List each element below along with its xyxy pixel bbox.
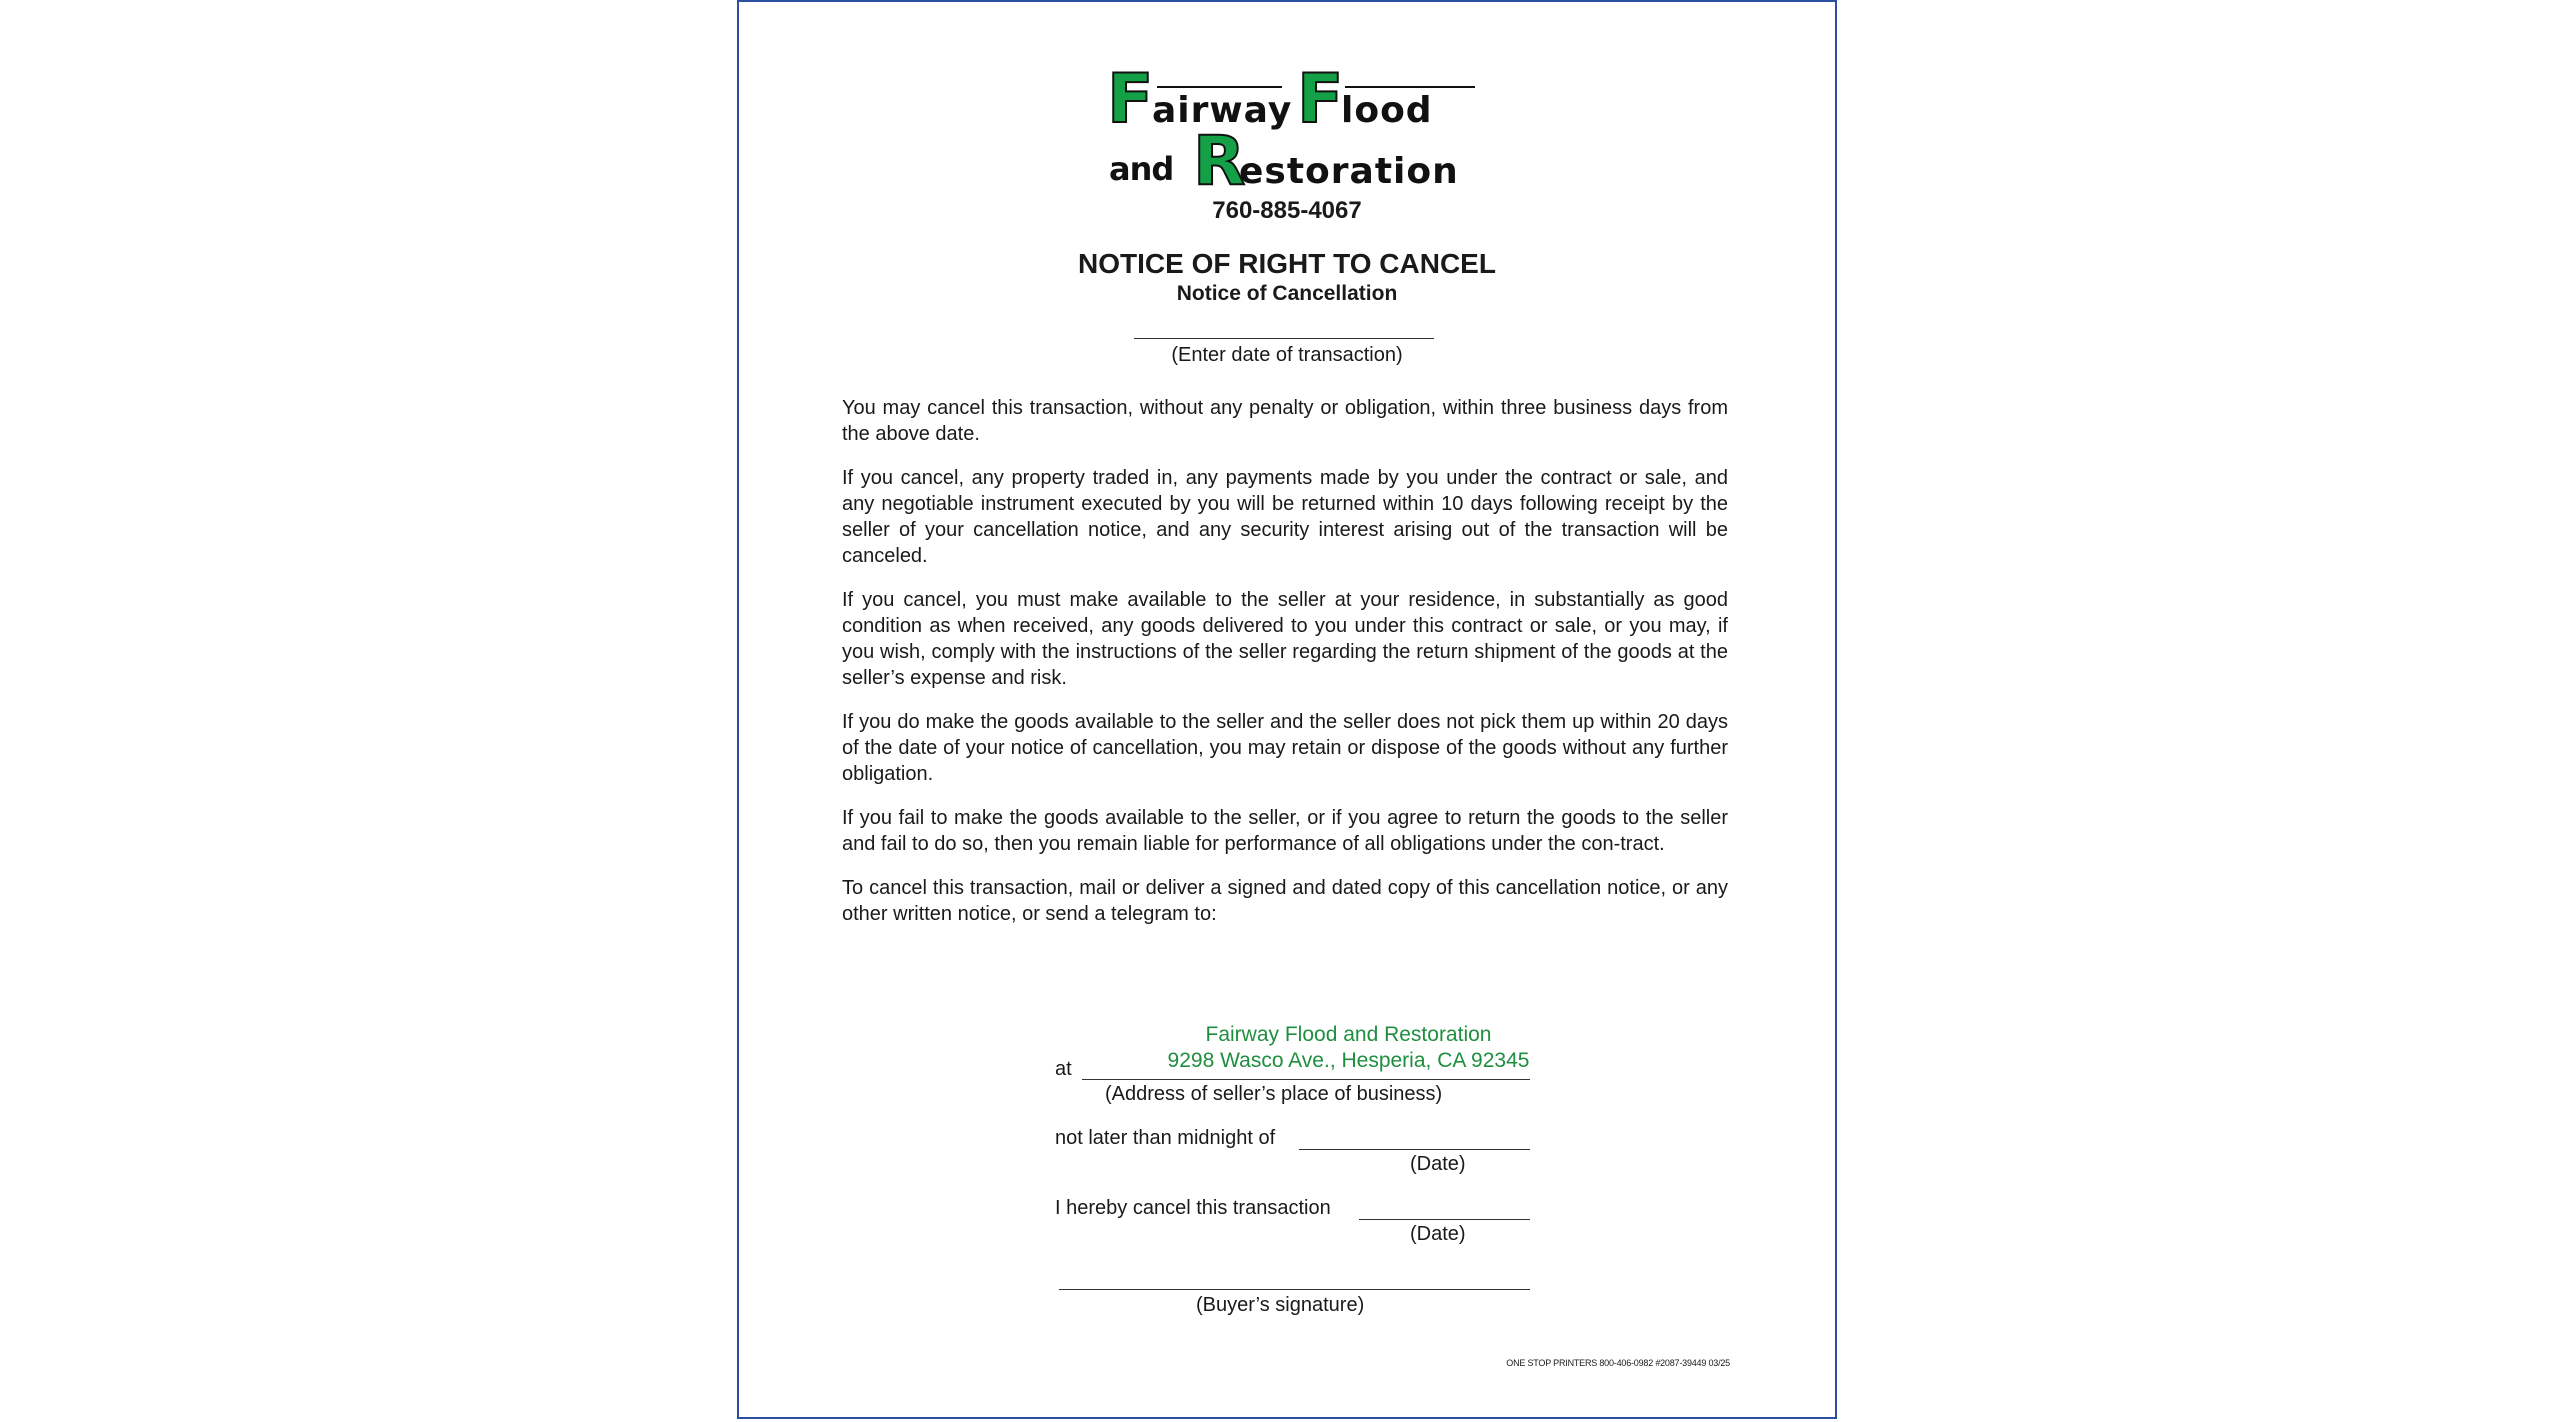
notice-body [842, 395, 1728, 945]
printer-note: ONE STOP PRINTERS 800-406-0982 #2087-39449 03/25 [1506, 1358, 1730, 1368]
cancel-date-line[interactable] [1359, 1219, 1530, 1220]
company-logo [1107, 60, 1477, 201]
paragraph: To cancel this transaction, mail or deliver a signed and dated copy of this cancellation notice, or any other written notice, or send a telegram to: [842, 877, 1728, 925]
cancellation-notice-page [737, 0, 1837, 1419]
logo-word-lood: lood [1341, 90, 1433, 131]
signature-caption: (Buyer’s signature) [1196, 1294, 1365, 1316]
deadline-date-caption: (Date) [1410, 1153, 1466, 1175]
seller-name: Fairway Flood and Restoration [1205, 1023, 1492, 1046]
paragraph: If you do make the goods available to the seller and the seller does not pick them up within 20 days of the date of your notice of cancellation, you may retain or dispose of the goods without any further obligation. [842, 711, 1728, 785]
logo-word-estoration: estoration [1239, 151, 1459, 192]
logo-word-and: and [1109, 150, 1174, 188]
seller-address-line [1082, 1079, 1530, 1080]
paragraph: If you cancel, you must make available to the seller at your residence, in substantially as good condition as when received, any goods delivered to you under this contract or sale, or you may, if you wish, comply with the instructions of the seller regarding the return shipment of the goods at the seller’s expense and risk. [842, 589, 1728, 689]
cancel-label: I hereby cancel this transaction [1055, 1197, 1331, 1219]
logo-word-airway: airway [1152, 90, 1293, 131]
logo-initial-f2: F [1297, 60, 1344, 139]
paragraph: You may cancel this transaction, without any penalty or obligation, within three business days from the above date. [842, 397, 1728, 445]
paragraph: If you cancel, any property traded in, any payments made by you under the contract or sale, and any negotiable instrument executed by you will be returned within 10 days following receipt by the seller of your cancellation notice, and any security interest arising out of the transaction will be canceled. [842, 467, 1728, 567]
document-title: NOTICE OF RIGHT TO CANCEL [1078, 248, 1496, 279]
seller-address: 9298 Wasco Ave., Hesperia, CA 92345 [1167, 1049, 1530, 1072]
cancel-date-caption: (Date) [1410, 1223, 1466, 1245]
logo-rule [1157, 86, 1282, 88]
deadline-date-line[interactable] [1299, 1149, 1530, 1150]
logo-initial-f1: F [1107, 60, 1154, 139]
deadline-label: not later than midnight of [1055, 1127, 1276, 1149]
transaction-date-caption: (Enter date of transaction) [1171, 344, 1403, 366]
transaction-date-line[interactable] [1134, 338, 1434, 339]
document-subtitle: Notice of Cancellation [1176, 282, 1398, 305]
logo-initial-r: R [1193, 122, 1246, 201]
logo-rule [1345, 86, 1475, 88]
at-label: at [1055, 1058, 1072, 1080]
paragraph: If you fail to make the goods available to the seller, or if you agree to return the goods to the seller and fail to do so, then you remain liable for performance of all obligations under the con-tract. [842, 807, 1728, 855]
seller-address-caption: (Address of seller’s place of business) [1105, 1083, 1443, 1105]
signature-line[interactable] [1059, 1289, 1530, 1290]
company-phone: 760-885-4067 [1212, 197, 1362, 224]
